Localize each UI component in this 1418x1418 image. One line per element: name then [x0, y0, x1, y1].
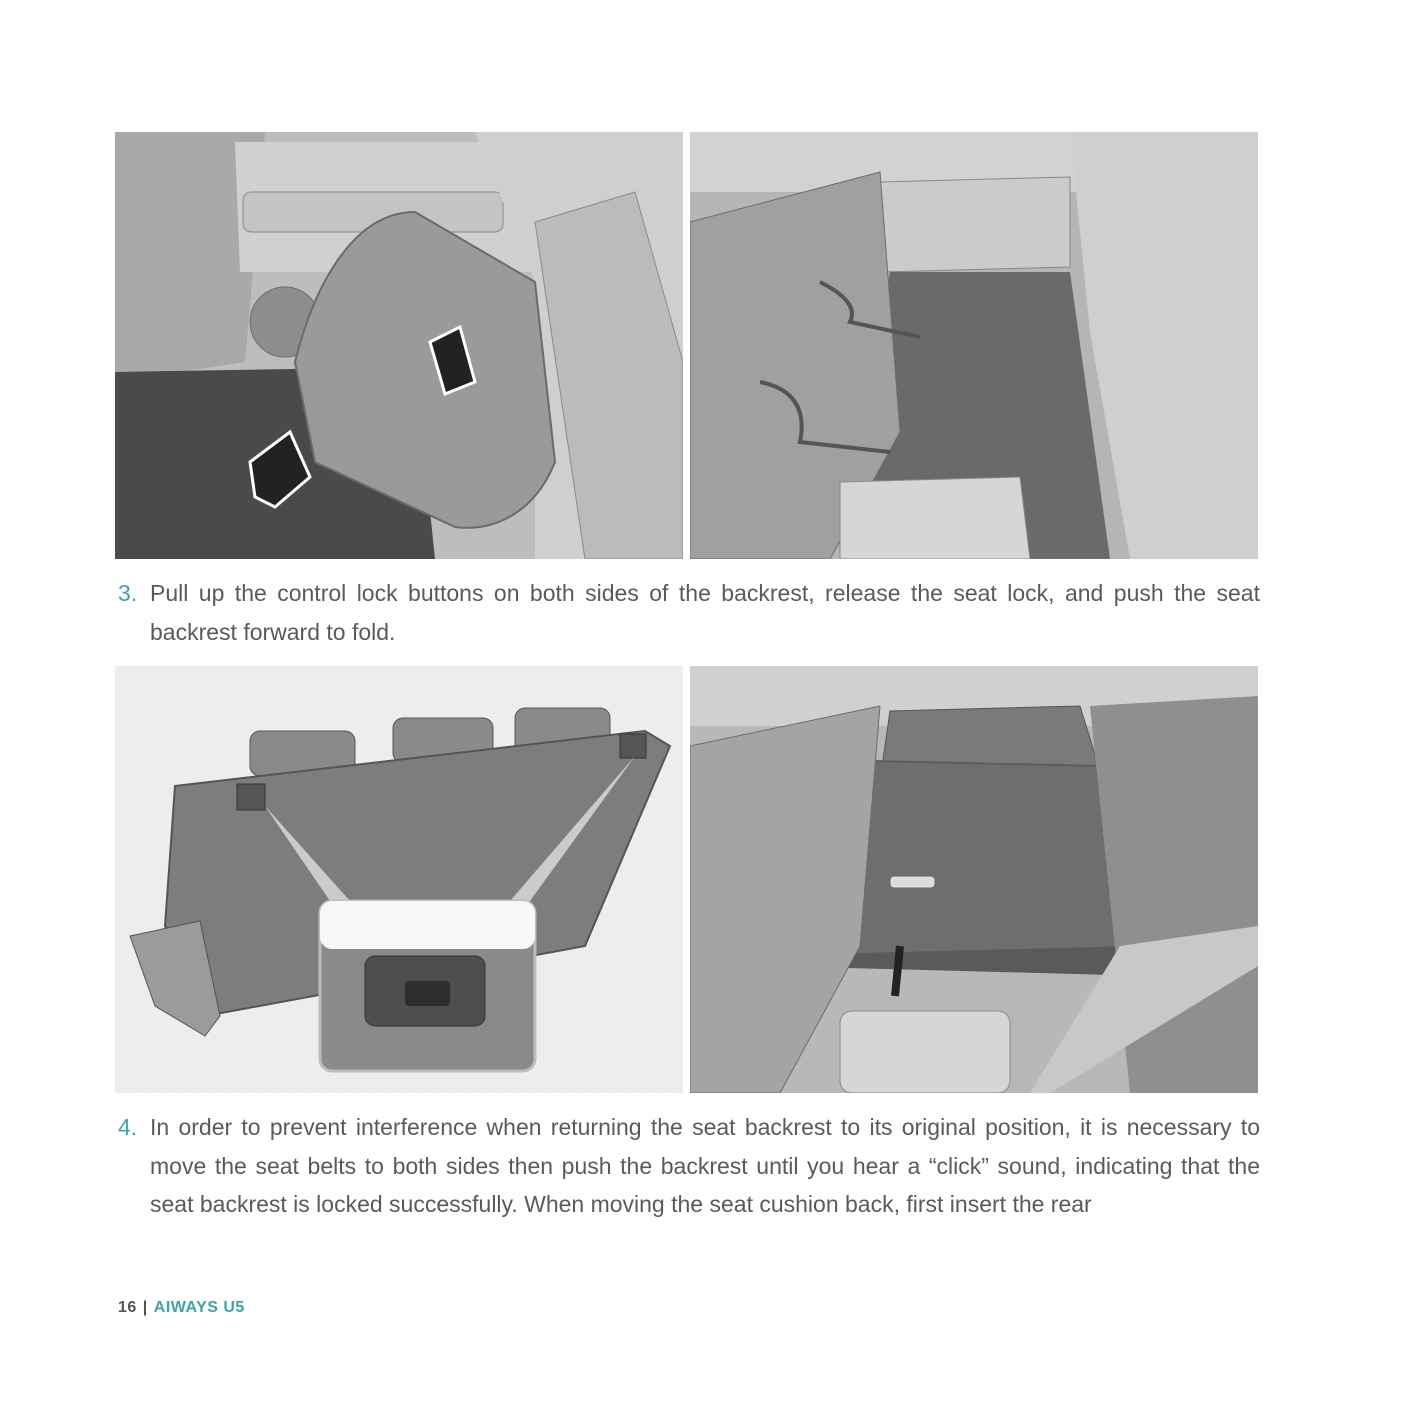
page-footer: [118, 1299, 245, 1317]
step-text: In order to prevent interference when returning the seat backrest to its original position, it is necessary to move the seat belts to both sides then push the backrest until you hear a “click” sound, indicating that the seat backrest is locked successfully. When moving the seat cushion back, first insert the rear: [150, 1114, 1260, 1217]
step-number: 4.: [118, 1114, 138, 1140]
instruction-step-4: [118, 1108, 1260, 1224]
step-number: 3.: [118, 580, 138, 606]
illustration-fold-backrest: [115, 132, 683, 559]
illustration-seat-cushion-return: [690, 666, 1258, 1093]
page-number: 16: [118, 1299, 137, 1316]
illustration-folded-seat: [690, 132, 1258, 559]
instruction-step-3: [118, 574, 1260, 651]
brand-name: AIWAYS U5: [153, 1299, 245, 1316]
illustration-backrest-latch-detail: [115, 666, 683, 1093]
step-text: Pull up the control lock buttons on both sides of the backrest, release the seat lock, and push the seat backrest forward to fold.: [150, 580, 1260, 645]
footer-separator: |: [142, 1299, 148, 1316]
